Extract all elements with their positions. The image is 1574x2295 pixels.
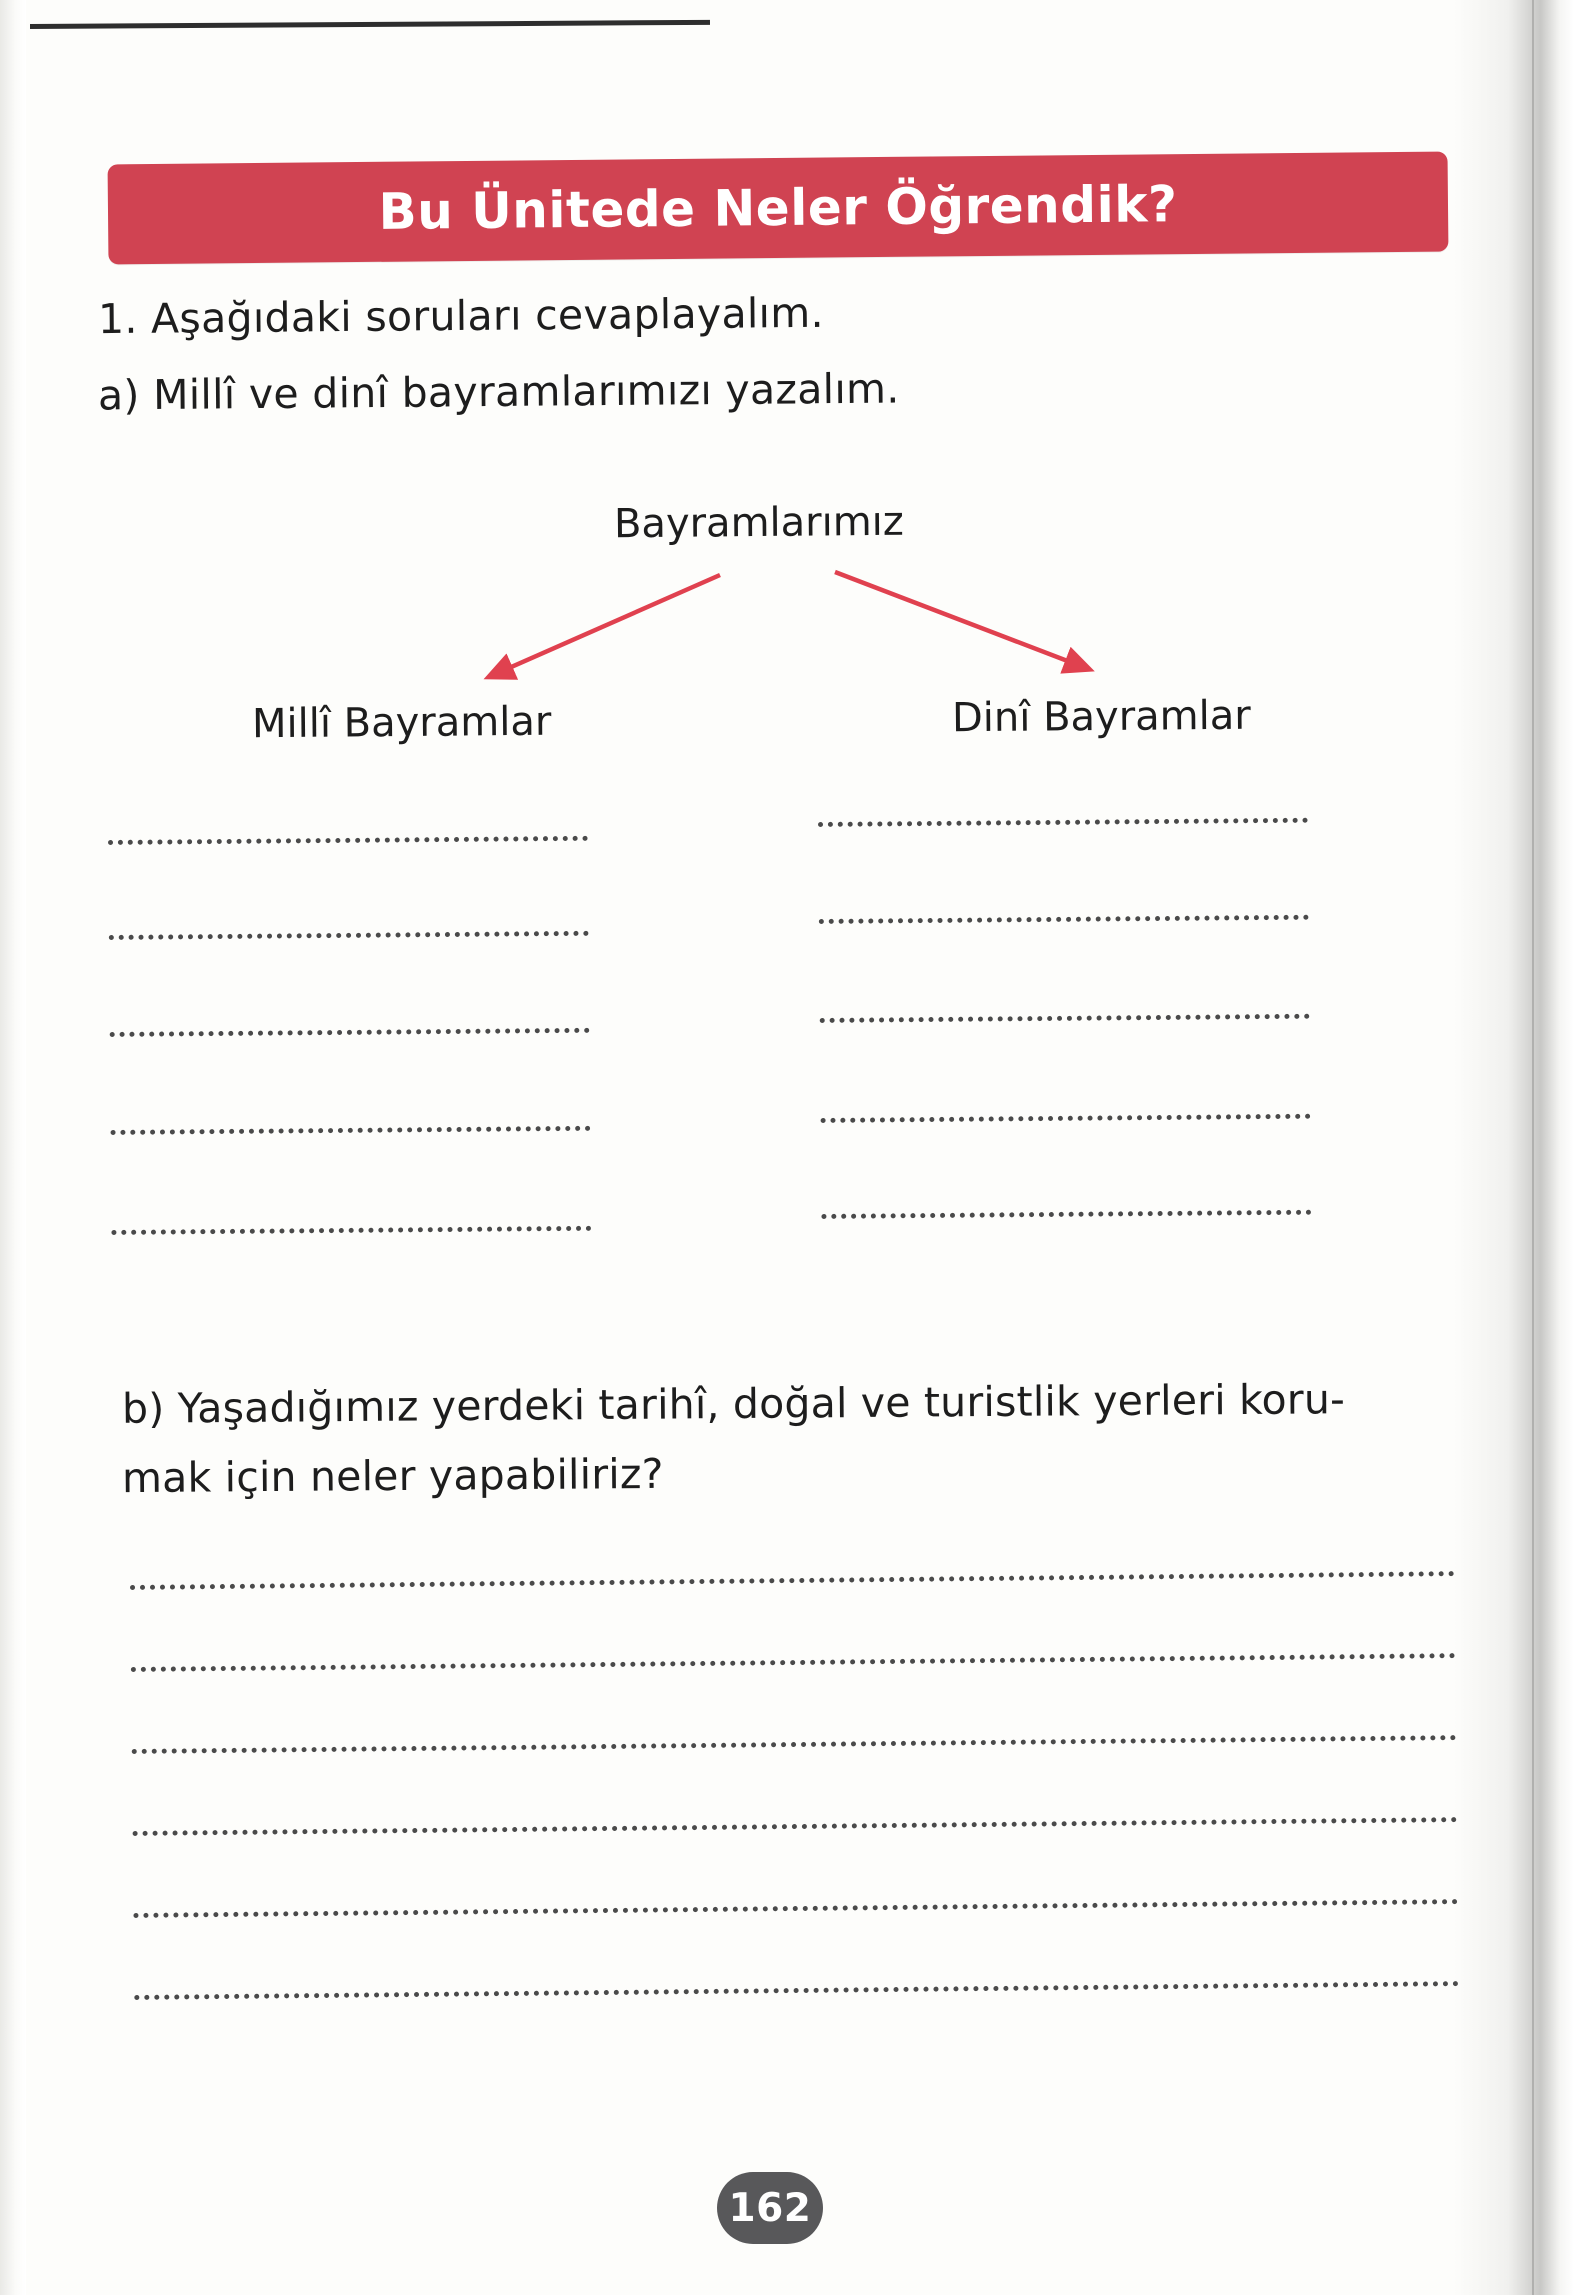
- answer-line[interactable]: [109, 931, 589, 940]
- question-1a-prompt: a) Millî ve dinî bayramlarımızı yazalım.: [97, 364, 900, 420]
- answer-line[interactable]: [131, 1653, 1456, 1672]
- arrow-to-right-node: [835, 572, 1078, 665]
- arrow-to-left-node: [500, 575, 720, 672]
- diagram-right-label: Dinî Bayramlar: [951, 692, 1251, 742]
- question-1b-prompt-line-2: mak için neler yapabiliriz?: [121, 1449, 664, 1503]
- scan-gutter-shading: [1454, 0, 1574, 2295]
- section-title-banner: [108, 152, 1449, 265]
- question-1b-prompt-line-1: b) Yaşadığımız yerdeki tarihî, doğal ve turistlik yerleri koru-: [121, 1375, 1346, 1433]
- answer-line[interactable]: [130, 1571, 1455, 1590]
- page-number-badge: 162: [717, 2172, 823, 2244]
- scan-gutter-line: [1532, 0, 1534, 2295]
- page-title: Bu Ünitede Neler Öğrendik?: [378, 175, 1178, 241]
- answer-line[interactable]: [108, 836, 588, 845]
- answer-line[interactable]: [111, 1126, 591, 1135]
- answer-line[interactable]: [111, 1226, 591, 1235]
- answer-line[interactable]: [821, 1210, 1311, 1219]
- answer-line[interactable]: [133, 1817, 1458, 1836]
- diagram-root-label: Bayramlarımız: [613, 498, 905, 548]
- answer-line[interactable]: [819, 915, 1309, 924]
- answer-line[interactable]: [133, 1899, 1458, 1918]
- question-1-prompt: 1. Aşağıdaki soruları cevaplayalım.: [97, 288, 825, 344]
- answer-line[interactable]: [110, 1028, 590, 1037]
- answer-line[interactable]: [821, 1114, 1311, 1123]
- answer-line[interactable]: [818, 818, 1308, 827]
- scan-left-edge: [0, 0, 26, 2295]
- scan-top-rule: [30, 20, 710, 29]
- answer-line[interactable]: [132, 1735, 1457, 1754]
- answer-line[interactable]: [134, 1981, 1459, 2000]
- diagram-left-label: Millî Bayramlar: [251, 698, 552, 748]
- answer-line[interactable]: [820, 1014, 1310, 1023]
